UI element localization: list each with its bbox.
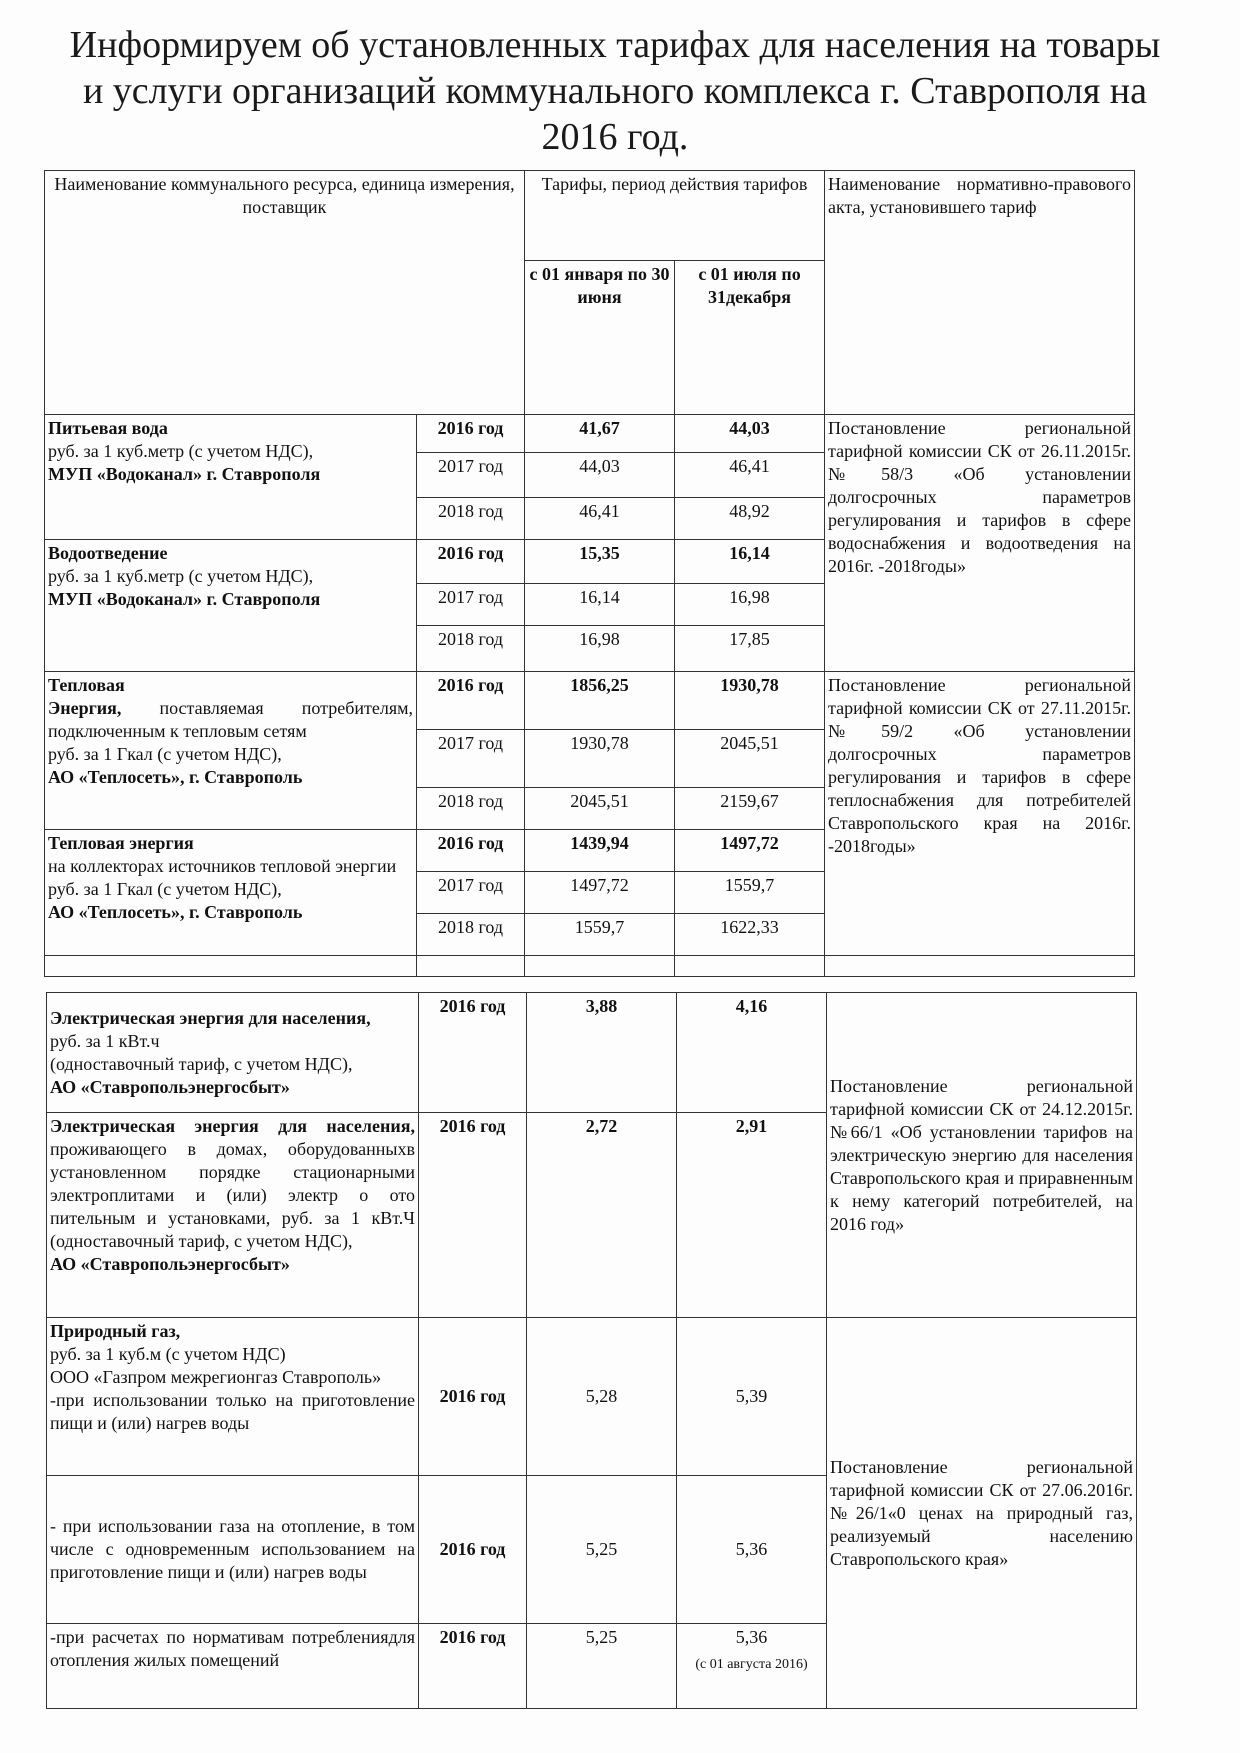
gas3-h2: 5,36 <box>735 1627 768 1647</box>
sewer-2016-h2: 16,14 <box>675 540 825 584</box>
gas1-desc: -при использовании только на приготовление пищи и (или) нагрев воды <box>50 1390 415 1433</box>
heat1-year-2018: 2018 год <box>417 788 525 830</box>
gas3-year: 2016 год <box>419 1624 527 1709</box>
heat2-unit: руб. за 1 Гкал (с учетом НДС), <box>48 879 282 899</box>
act-gas: Постановление региональной тарифной комиссии СК от 27.06.2016г. №26/1«0 ценах на природный газ, реализуемый населению Ставропольского края» <box>827 1318 1137 1709</box>
gas3-h2-cell <box>677 1624 827 1709</box>
header-resource: Наименование коммунального ресурса, единица измерения, поставщик <box>45 171 525 415</box>
elec2-desc: проживающего в домах, оборудованныхв установленном порядке стационарными электроплитами и (или) электр о ото пительным и установками, руб. за 1 кВт.Ч (одноставочный тариф, с учетом НДС), <box>50 1139 415 1251</box>
elec1-description <box>47 993 419 1113</box>
spacer-cell <box>417 956 525 977</box>
gas3-note: (с 01 августа 2016) <box>695 1657 808 1672</box>
heat2-name: Тепловая энергия <box>48 833 194 853</box>
elec1-supplier: АО «Ставропольэнергосбыт» <box>50 1076 290 1097</box>
tariff-table-top <box>44 170 1135 977</box>
header-tariffs: Тарифы, период действия тарифов <box>525 171 825 261</box>
elec2-supplier: АО «Ставропольэнергосбыт» <box>50 1254 290 1274</box>
tariff-table-bottom <box>46 992 1137 1709</box>
water-2017-h1: 44,03 <box>525 453 675 498</box>
heat2-year-2016: 2016 год <box>417 830 525 872</box>
water-2018-h2: 48,92 <box>675 498 825 540</box>
sewer-2017-h1: 16,14 <box>525 584 675 626</box>
water-year-2018: 2018 год <box>417 498 525 540</box>
water-2018-h1: 46,41 <box>525 498 675 540</box>
heat2-year-2017: 2017 год <box>417 872 525 914</box>
heat1-name-2: Энергия, <box>48 698 122 718</box>
elec2-h2: 2,91 <box>677 1113 827 1318</box>
header-period-2: с 01 июля по 31декабря <box>675 261 825 415</box>
elec2-year: 2016 год <box>419 1113 527 1318</box>
heat1-unit: руб. за 1 Гкал (с учетом НДС), <box>48 744 282 764</box>
heat2-2017-h1: 1497,72 <box>525 872 675 914</box>
gas1-h2: 5,39 <box>677 1318 827 1476</box>
gas1-year: 2016 год <box>419 1318 527 1476</box>
heat1-supplier: АО «Теплосеть», г. Ставрополь <box>48 767 303 787</box>
water-description <box>45 415 417 540</box>
sewer-name: Водоотведение <box>48 543 168 563</box>
act-heat: Постановление региональной тарифной комиссии СК от 27.11.2015г. №59/2 «Об установлении долгосрочных параметров регулирования и тарифов в сфере теплоснабжения для потребителей Ставропольского края на 2016г. -2018годы» <box>825 672 1135 956</box>
heat1-year-2017: 2017 год <box>417 730 525 788</box>
sewer-year-2018: 2018 год <box>417 626 525 672</box>
elec1-h1: 3,88 <box>527 993 677 1113</box>
gas1-unit: руб. за 1 куб.м (с учетом НДС) <box>50 1344 286 1364</box>
heat1-2016-h2: 1930,78 <box>675 672 825 730</box>
water-supplier: МУП «Водоканал» г. Ставрополя <box>48 464 321 484</box>
act-water: Постановление региональной тарифной комиссии СК от 26.11.2015г. №58/3 «Об установлении долгосрочных параметров регулирования и тарифов в сфере водоснабжения и водоотведения на 2016г. -2018годы» <box>825 415 1135 672</box>
heat1-year-2016: 2016 год <box>417 672 525 730</box>
gas2-h2: 5,36 <box>677 1476 827 1624</box>
page-title: Информируем об установленных тарифах для населения на товары и услуги организаций коммунального комплекса г. Ставрополя на 2016 год. <box>69 24 1161 158</box>
heat2-2016-h1: 1439,94 <box>525 830 675 872</box>
elec1-name: Электрическая энергия для населения, <box>50 1007 371 1028</box>
heat2-2017-h2: 1559,7 <box>675 872 825 914</box>
elec1-h2: 4,16 <box>677 993 827 1113</box>
water-unit: руб. за 1 куб.метр (с учетом НДС), <box>48 441 314 461</box>
heat1-2017-h2: 2045,51 <box>675 730 825 788</box>
heat2-description <box>45 830 417 956</box>
heat1-description <box>45 672 417 830</box>
gas3-h1: 5,25 <box>527 1624 677 1709</box>
spacer-cell <box>525 956 675 977</box>
water-name: Питьевая вода <box>48 418 168 438</box>
elec2-name: Электрическая энергия для населения, <box>50 1116 415 1136</box>
gas1-name: Природный газ, <box>50 1321 181 1341</box>
water-2017-h2: 46,41 <box>675 453 825 498</box>
heat2-desc: на коллекторах источников тепловой энергии <box>48 856 397 876</box>
heat1-2017-h1: 1930,78 <box>525 730 675 788</box>
elec1-unit: руб. за 1 кВт.ч <box>50 1030 160 1051</box>
act-elec: Постановление региональной тарифной комиссии СК от 24.12.2015г. №66/1 «Об установлении тарифов на электрическую энергию для населения Ставропольского края и приравненным к нему категорий потребителей, на 2016 год» <box>827 993 1137 1318</box>
sewer-2017-h2: 16,98 <box>675 584 825 626</box>
elec1-desc: (одноставочный тариф, с учетом НДС), <box>50 1053 353 1074</box>
heat1-2018-h1: 2045,51 <box>525 788 675 830</box>
sewer-supplier: МУП «Водоканал» г. Ставрополя <box>48 589 321 609</box>
heat1-2018-h2: 2159,67 <box>675 788 825 830</box>
heat1-name: Тепловая <box>48 675 125 695</box>
gas3-description: -при расчетах по нормативам потреблениядля отопления жилых помещений <box>47 1624 419 1709</box>
gas1-description <box>47 1318 419 1476</box>
gas2-h1: 5,25 <box>527 1476 677 1624</box>
header-period-1: с 01 января по 30 июня <box>525 261 675 415</box>
water-year-2016: 2016 год <box>417 415 525 453</box>
elec2-h1: 2,72 <box>527 1113 677 1318</box>
heat2-2016-h2: 1497,72 <box>675 830 825 872</box>
sewer-description <box>45 540 417 672</box>
spacer-cell <box>825 956 1135 977</box>
gas2-year: 2016 год <box>419 1476 527 1624</box>
header-act: Наименование нормативно-правового акта, установившего тариф <box>825 171 1135 415</box>
gas1-supplier: ООО «Газпром межрегионгаз Ставрополь» <box>50 1367 382 1387</box>
heat2-supplier: АО «Теплосеть», г. Ставрополь <box>48 902 303 922</box>
gas1-h1: 5,28 <box>527 1318 677 1476</box>
gas2-description: - при использовании газа на отопление, в том числе с одновременным использованием на приготовление пищи и (или) нагрев воды <box>47 1476 419 1624</box>
elec1-year: 2016 год <box>419 993 527 1113</box>
heat2-2018-h1: 1559,7 <box>525 914 675 956</box>
water-year-2017: 2017 год <box>417 453 525 498</box>
sewer-2016-h1: 15,35 <box>525 540 675 584</box>
spacer-cell <box>45 956 417 977</box>
water-2016-h1: 41,67 <box>525 415 675 453</box>
sewer-2018-h2: 17,85 <box>675 626 825 672</box>
sewer-unit: руб. за 1 куб.метр (с учетом НДС), <box>48 566 314 586</box>
spacer-cell <box>675 956 825 977</box>
heat1-desc: поставляемая потребителям, подключенным к тепловым сетям <box>48 698 413 741</box>
heat2-year-2018: 2018 год <box>417 914 525 956</box>
sewer-year-2016: 2016 год <box>417 540 525 584</box>
sewer-year-2017: 2017 год <box>417 584 525 626</box>
water-2016-h2: 44,03 <box>675 415 825 453</box>
heat2-2018-h2: 1622,33 <box>675 914 825 956</box>
sewer-2018-h1: 16,98 <box>525 626 675 672</box>
elec2-description <box>47 1113 419 1318</box>
heat1-2016-h1: 1856,25 <box>525 672 675 730</box>
